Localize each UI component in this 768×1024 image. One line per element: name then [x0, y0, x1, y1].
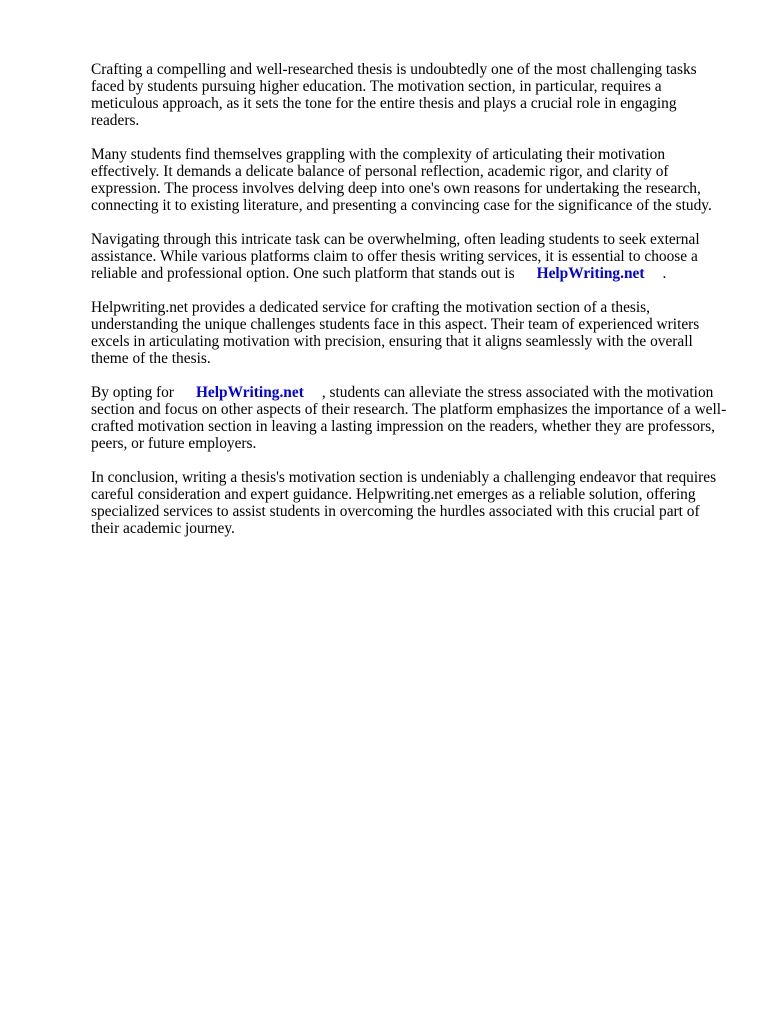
- paragraph-intro: Crafting a compelling and well-researched thesis is undoubtedly one of the most challenging tasks faced by students pursuing higher education. The motivation section, in particular, requires a meticulous approach, as it sets the tone for the entire thesis and plays a crucial role in engaging readers.: [91, 61, 697, 129]
- helpwriting-link[interactable]: HelpWriting.net: [195, 384, 304, 401]
- paragraph-external-assistance: [91, 231, 727, 282]
- paragraph-conclusion: In conclusion, writing a thesis's motivation section is undeniably a challenging endeavor that requires careful consideration and expert guidance. Helpwriting.net emerges as a reliable solution, offering specialized services to assist students in overcoming the hurdles associated with this crucial part of their academic journey.: [91, 469, 717, 537]
- paragraph-service-description: Helpwriting.net provides a dedicated service for crafting the motivation section of a thesis, understanding the unique challenges students face in this aspect. Their team of experienced writers excels in articulating motivation with precision, ensuring that it aligns seamlessly with the overall theme of the thesis.: [91, 299, 700, 367]
- helpwriting-link[interactable]: HelpWriting.net: [536, 265, 645, 282]
- paragraph-text: , students can alleviate the stress associated with the motivation section and focus on other aspects of their research. The platform emphasizes the importance of a well-crafted motivation section in leaving a lasting impression on the readers, whether they are professors, peers, or future employers.: [91, 384, 727, 452]
- document-body: [91, 61, 727, 554]
- paragraph-text: Navigating through this intricate task can be overwhelming, often leading students to seek external assistance. While various platforms claim to offer thesis writing services, it is essential to choose a reliable and professional option. One such platform that stands out is: [91, 231, 700, 282]
- paragraph-text: .: [662, 265, 667, 282]
- paragraph-motivation-challenge: Many students find themselves grappling with the complexity of articulating their motivation effectively. It demands a delicate balance of personal reflection, academic rigor, and clarity of expression. The process involves delving deep into one's own reasons for undertaking the research, connecting it to existing literature, and presenting a convincing case for the significance of the study.: [91, 146, 712, 214]
- paragraph-opting-for: [91, 384, 727, 452]
- paragraph-text: By opting for: [91, 384, 174, 401]
